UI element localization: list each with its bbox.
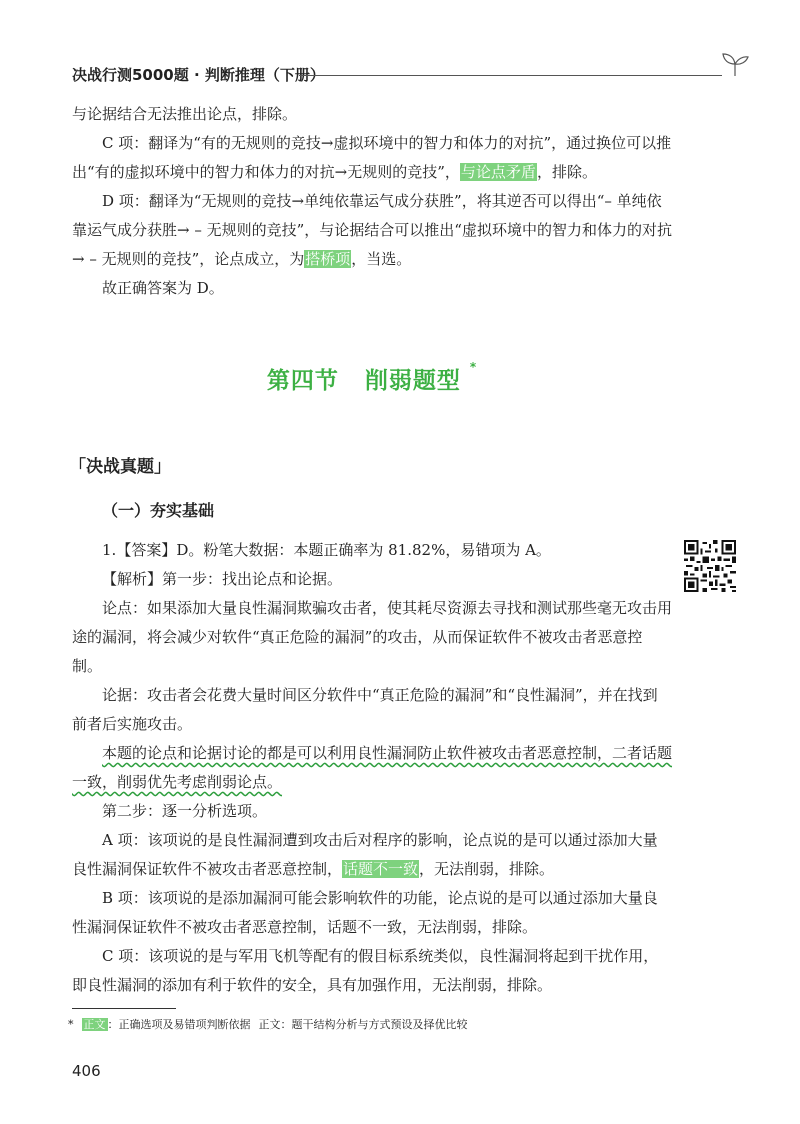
analysis-tag: 【解析】 (102, 570, 163, 588)
footnote-text-2: 正文：题干结构分析与方式预设及择优比较 (258, 1018, 468, 1031)
option-c-paragraph (72, 129, 672, 187)
wavy-underlined-note: 本题的论点和论据讨论的都是可以利用良性漏洞防止软件被攻击者恶意控制，二者话题一致，削弱优先考虑削弱论点。 (72, 744, 673, 791)
answer-text: D。粉笔大数据：本题正确率为 81.82%，易错项为 A。 (176, 541, 551, 559)
option-c-analysis: C 项：该项说的是与军用飞机等配有的假目标系统类似，良性漏洞将起到干扰作用，即良性漏洞的添加有利于软件的安全，具有加强作用，无法削弱，排除。 (72, 947, 659, 994)
sprout-icon (720, 50, 750, 78)
option-a-paragraph (72, 826, 672, 884)
analysis-step2: 第二步：逐一分析选项。 (102, 802, 268, 820)
footnote-highlight-label: 正文 (83, 1018, 106, 1031)
option-d-paragraph (72, 187, 672, 274)
header-rule (299, 75, 722, 76)
highlight-contradiction: 与论点矛盾 (460, 163, 536, 181)
topic-note (72, 739, 672, 797)
option-b-paragraph: B 项：该项说的是添加漏洞可能会影响软件的功能，论点说的是可以通过添加大量良性漏洞保证软件不被攻击者恶意控制，话题不一致，无法削弱，排除。 (72, 889, 658, 936)
option-c-tail: ，排除。 (536, 163, 597, 181)
question-1-block (72, 536, 672, 1000)
real-questions-title: 「决战真题」 (69, 457, 171, 477)
page-number: 406 (72, 1062, 101, 1080)
answer-paragraph (72, 536, 672, 565)
answer-line: 故正确答案为 D。 (102, 279, 224, 297)
answer-tag: 【答案】 (116, 541, 177, 559)
page-header (72, 64, 752, 88)
option-d-text: D 项：翻译为“无规则的竞技→单纯依靠运气成分获胜”，将其逆否可以得出“– 单纯依靠运气成分获胜→ – 无规则的竞技”，与论据结合可以推出“虚拟环境中的智力和体力的对抗→ – 无规则的竞技”，论点成立，为 (72, 192, 672, 268)
highlight-topic-mismatch: 话题不一致 (343, 860, 419, 878)
book-title: 决战行测5000题 · 判断推理（下册） (72, 66, 325, 84)
argument-point: 论点：如果添加大量良性漏洞欺骗攻击者，使其耗尽资源去寻找和测试那些毫无攻击用途的漏洞，将会减少对软件“真正危险的漏洞”的攻击，从而保证软件不被攻击者恶意控制。 (72, 599, 673, 675)
qr-code-icon[interactable] (684, 540, 736, 592)
option-a-text: A 项：该项说的是良性漏洞遭到攻击后对程序的影响，论点说的是可以通过添加大量良性漏洞保证软件不被攻击者恶意控制， (72, 831, 658, 878)
footnote (68, 1016, 468, 1032)
highlight-bridge: 搭桥项 (305, 250, 351, 268)
argument-evidence: 论据：攻击者会花费大量时间区分软件中“真正危险的漏洞”和“良性漏洞”，并在找到前者后实施攻击。 (72, 686, 658, 733)
footnote-divider (72, 1008, 176, 1009)
analysis-step1: 第一步：找出论点和论据。 (162, 570, 343, 588)
page-content (69, 100, 673, 994)
footnote-asterisk: * (68, 1018, 74, 1031)
section-number: 第四节 (266, 368, 339, 394)
subsection-title: （一）夯实基础 (102, 501, 215, 520)
section-heading (72, 362, 672, 395)
question-number: 1. (102, 541, 117, 559)
paragraph-continuation: 与论据结合无法推出论点，排除。 (72, 105, 298, 123)
section-name: 削弱题型 (364, 368, 461, 394)
option-c-text: C 项：翻译为“有的无规则的竞技→虚拟环境中的智力和体力的对抗”，通过换位可以推出“有的虚拟环境中的智力和体力的对抗→无规则的竞技”， (72, 134, 672, 181)
footnote-text-1: ：正确选项及易错项判断依据 (107, 1018, 251, 1031)
top-block (72, 100, 672, 303)
section-asterisk: * (469, 360, 478, 374)
analysis-paragraph (72, 565, 672, 594)
option-d-tail: ，当选。 (351, 250, 412, 268)
option-a-tail: ，无法削弱，排除。 (419, 860, 555, 878)
